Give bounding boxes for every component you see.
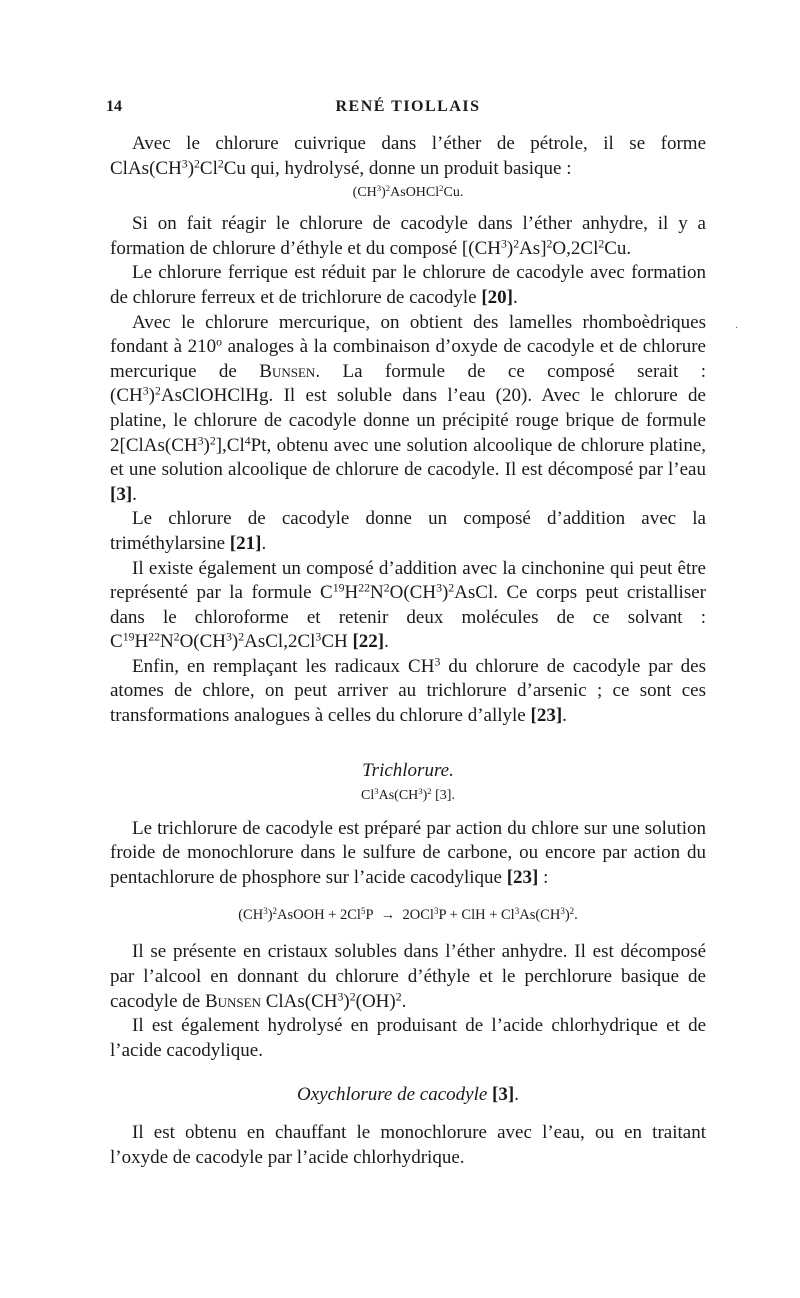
paragraph-trichlorure-hydrolyse: Il est également hydrolysé en produisant de l’acide chlorhydrique et de l’acide cacodylique. [110, 1015, 706, 1061]
stray-mark: · [735, 323, 739, 334]
running-head [106, 98, 706, 124]
running-title: RENÉ TIOLLAIS [335, 98, 481, 115]
formula-trichlorure: $Cl^3As(CH^3)^2$ [3]. [361, 785, 455, 803]
paragraph-mercurique: Avec le chlorure mercurique, on obtient des lamelles rhomboèdriques fondant à 210$^o$ analoges à la combinaison d’oxyde de cacodyle et de chlorure mercurique de Bunsen. La formule de ce composé serait : $(CH^3)^2AsClOHClHg$. Il est soluble dans l’eau (20). Avec le chlorure de platine, le chlorure de cacodyle donne un précipité rouge brique de formule $2[ClAs(CH^3)^2],Cl^4Pt$, obtenu avec une solution alcoolique de chlorure platine, et une solution alcoolique de chlorure de cacodyle. Il est décomposé par l’eau [3]. [110, 311, 706, 505]
paragraph-cuivrique: Avec le chlorure cuivrique dans l’éther de pétrole, il se forme $ClAs(CH^3)^2Cl^2Cu$ qui, hydrolysé, donne un produit basique : [110, 133, 706, 179]
citation-ref: [20] [481, 286, 514, 308]
paragraph-ferrique: Le chlorure ferrique est réduit par le chlorure de cacodyle avec formation de chlorure ferreux et de trichlorure de cacodyle [20]. [110, 262, 706, 308]
paragraph-ether-anhydre: Si on fait réagir le chlorure de cacodyle dans l’éther anhydre, il y a formation de chlorure d’éthyle et du composé $[(CH^3)^2As]^2O,2Cl^2Cu$. [110, 213, 706, 259]
page-body [106, 98, 706, 1171]
paragraph-cinchonine: Il existe également un composé d’addition avec la cinchonine qui peut être représenté par la formule $C^{19}H^{22}N^2O(CH^3)^2AsCl$. Ce corps peut cristalliser dans le chloroforme et retenir deux molécules de ce solvant : $C^{19}H^{22}N^2O(CH^3)^2AsCl,2Cl^3CH$ [22]. [110, 557, 706, 653]
citation-ref: [3] [492, 1084, 515, 1106]
formula-basic-product: $(CH^3)^2AsOHCl^2Cu$. [352, 183, 464, 201]
author-name: Bunsen [259, 360, 316, 382]
section-title-oxychlorure: Oxychlorure de cacodyle [3]. [297, 1084, 519, 1106]
reaction-equation: $(CH^3)^2AsOOH + 2Cl^5P \to 2OCl^3P$ + ClH + $Cl^3As(CH^3)^2$. [238, 906, 578, 924]
paragraph-trichlorure-preparation: Le trichlorure de cacodyle est préparé par action du chlore sur une solution froide de monochlorure dans le sulfure de carbone, ou encore par action du pentachlorure de phosphore sur l’acide cacodylique [23] : [110, 817, 706, 888]
citation-ref: [21] [229, 532, 262, 554]
author-name: Bunsen [204, 990, 261, 1012]
paragraph-trimethylarsine: Le chlorure de cacodyle donne un composé d’addition avec la triméthylarsine [21]. [110, 508, 706, 554]
citation-ref: [23] [506, 866, 539, 888]
reaction-arrow-icon: → [380, 907, 396, 924]
citation-ref: [3] [110, 483, 133, 505]
page-number: 14 [106, 98, 122, 115]
paragraph-radicaux: Enfin, en remplaçant les radicaux $CH^3$ du chlorure de cacodyle par des atomes de chlore, on peut arriver au trichlorure d’arsenic ; ce sont ces transformations analogues à celles du chlorure d’allyle [23]. [110, 655, 706, 727]
citation-ref: [22] [352, 631, 385, 653]
section-title-trichlorure: Trichlorure. [362, 759, 454, 781]
paragraph-trichlorure-cristaux: Il se présente en cristaux solubles dans l’éther anhydre. Il est décomposé par l’alcool en donnant du chlorure d’éthyle et le perchlorure basique de cacodyle de Bunsen $ClAs(CH^3)^2(OH)^2$. [110, 941, 706, 1012]
citation-ref: [23] [530, 705, 563, 727]
paragraph-oxychlorure: Il est obtenu en chauffant le monochlorure avec l’eau, ou en traitant l’oxyde de cacodyle par l’acide chlorhydrique. [110, 1122, 706, 1168]
